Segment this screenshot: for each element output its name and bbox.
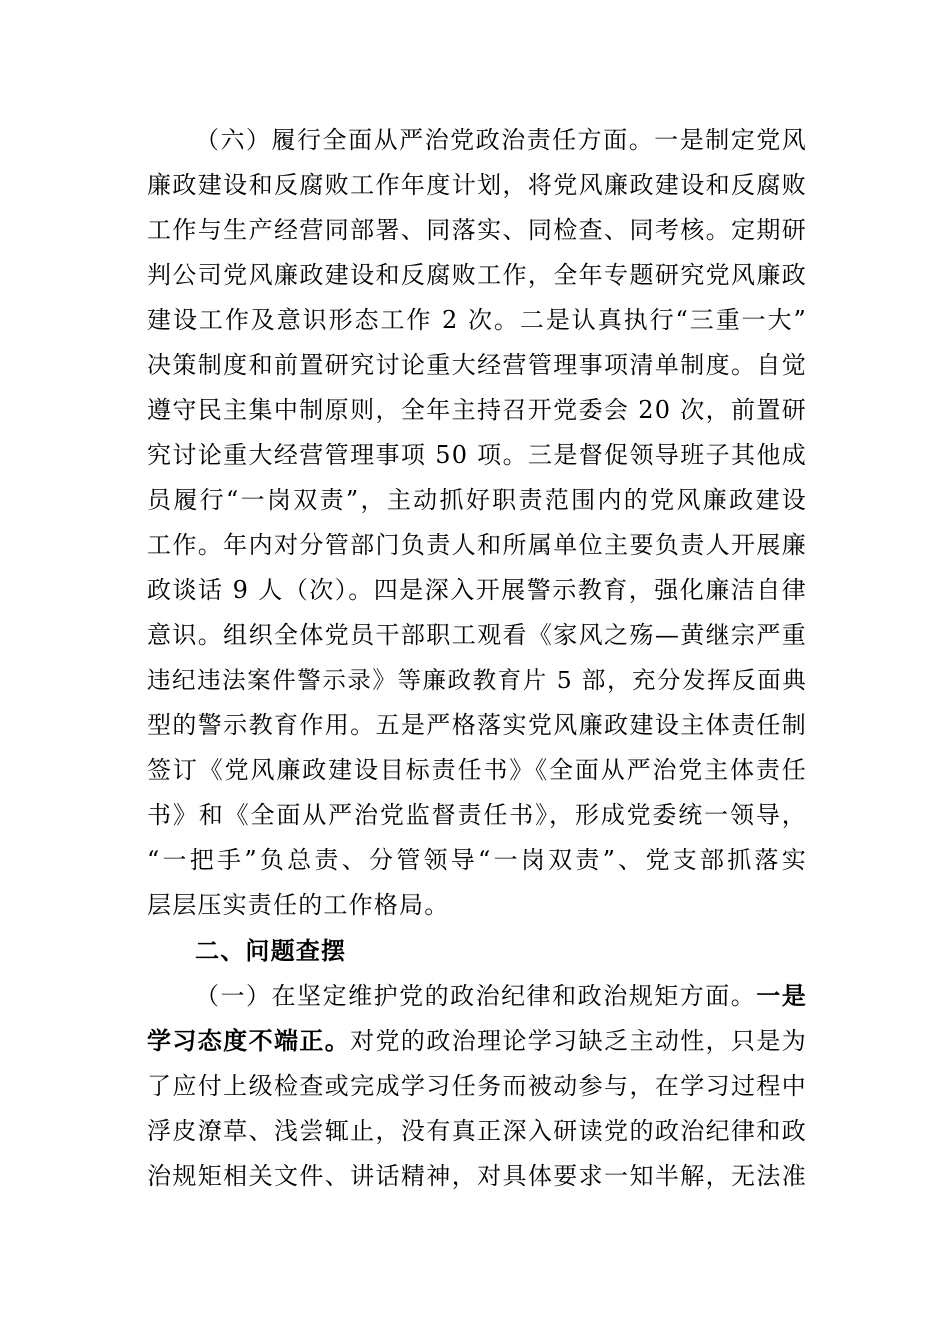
- paragraph-line: 员履行“一岗双责”，主动抓好职责范围内的党风廉政建设: [147, 486, 807, 514]
- bold-lead-text: 一是: [756, 982, 807, 1010]
- paragraph-line: 工作与生产经营同部署、同落实、同检查、同考核。定期研: [147, 216, 807, 244]
- bold-point-title: 学习态度不端正。: [147, 1027, 351, 1055]
- paragraph-line: 决策制度和前置研究讨论重大经营管理事项清单制度。自觉: [147, 351, 807, 379]
- paragraph-line: 签订《党风廉政建设目标责任书》《全面从严治党主体责任: [147, 756, 807, 784]
- paragraph-line: 究讨论重大经营管理事项 50 项。三是督促领导班子其他成: [147, 441, 807, 469]
- subsection-title: （一）在坚定维护党的政治纪律和政治规矩方面。: [195, 982, 757, 1010]
- section-six-paragraph: [147, 118, 807, 1199]
- paragraph-line: （六）履行全面从严治党政治责任方面。一是制定党风: [195, 126, 807, 154]
- paragraph-line: 违纪违法案件警示录》等廉政教育片 5 部，充分发挥反面典: [147, 666, 807, 694]
- paragraph-line: [147, 974, 807, 1019]
- paragraph-line: 政谈话 9 人（次）。四是深入开展警示教育，强化廉洁自律: [147, 576, 807, 604]
- paragraph-line: [147, 1019, 807, 1064]
- paragraph-line: 判公司党风廉政建设和反腐败工作，全年专题研究党风廉政: [147, 261, 807, 289]
- paragraph-line: 遵守民主集中制原则，全年主持召开党委会 20 次，前置研: [147, 396, 807, 424]
- paragraph-line: 意识。组织全体党员干部职工观看《家风之殇—黄继宗严重: [147, 621, 807, 649]
- paragraph-line: 工作。年内对分管部门负责人和所属单位主要负责人开展廉: [147, 531, 807, 559]
- paragraph-line: 层层压实责任的工作格局。: [147, 891, 450, 919]
- paragraph-line: 了应付上级检查或完成学习任务而被动参与，在学习过程中: [147, 1072, 807, 1100]
- paragraph-line: 建设工作及意识形态工作 2 次。二是认真执行“三重一大”: [147, 306, 807, 334]
- paragraph-line: 廉政建设和反腐败工作年度计划，将党风廉政建设和反腐败: [147, 171, 807, 199]
- paragraph-text: 对党的政治理论学习缺乏主动性，只是为: [350, 1027, 807, 1055]
- paragraph-line: 浮皮潦草、浅尝辄止，没有真正深入研读党的政治纪律和政: [147, 1117, 807, 1145]
- paragraph-line: 型的警示教育作用。五是严格落实党风廉政建设主体责任制: [147, 711, 807, 739]
- paragraph-line: 书》和《全面从严治党监督责任书》，形成党委统一领导，: [147, 801, 807, 829]
- paragraph-line: 治规矩相关文件、讲话精神，对具体要求一知半解，无法准: [147, 1162, 807, 1190]
- section-heading: 二、问题查摆: [195, 937, 347, 965]
- paragraph-line: “一把手”负总责、分管领导“一岗双责”、党支部抓落实: [147, 846, 807, 874]
